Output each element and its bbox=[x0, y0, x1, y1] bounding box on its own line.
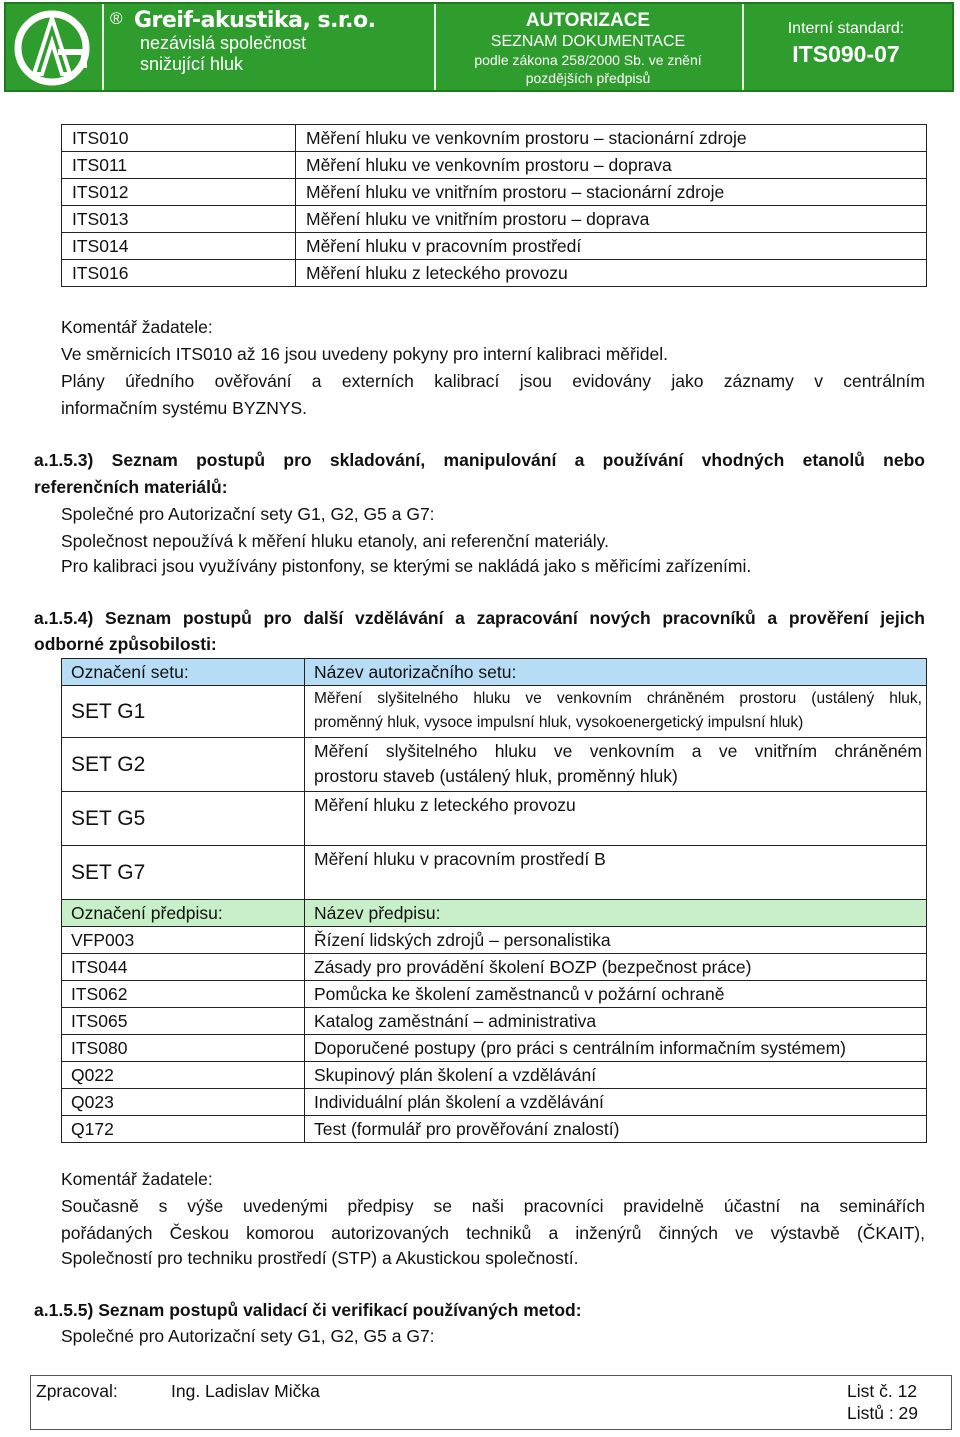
regulation-name-cell: Skupinový plán školení a vzdělávání bbox=[305, 1062, 927, 1089]
set-description-cell bbox=[305, 792, 927, 846]
auth-subtitle: SEZNAM DOKUMENTACE bbox=[490, 33, 686, 50]
document-footer bbox=[30, 1375, 952, 1430]
comment-text: informačním systému BYZNYS. bbox=[61, 398, 308, 418]
table-row bbox=[62, 981, 927, 1008]
table-row bbox=[62, 1035, 927, 1062]
table-row bbox=[62, 152, 927, 179]
regulation-name-cell: Individuální plán školení a vzdělávání bbox=[305, 1089, 927, 1116]
set-description-line: proměnný hluk, vysoce impulsní hluk, vysokoenergetický impulsní hluk) bbox=[314, 714, 804, 731]
its-name-cell: Měření hluku v pracovním prostředí bbox=[296, 233, 927, 260]
column-header: Označení setu: bbox=[62, 659, 305, 686]
registered-mark: ® bbox=[110, 9, 123, 28]
its-table bbox=[61, 124, 927, 287]
its-code-cell: ITS012 bbox=[62, 179, 296, 206]
table-row bbox=[62, 927, 927, 954]
table-row bbox=[62, 233, 927, 260]
regulation-code-cell: Q172 bbox=[62, 1116, 305, 1143]
regulation-code-cell: VFP003 bbox=[62, 927, 305, 954]
set-description-line: Měření slyšitelného hluku ve venkovním chráněném prostoru (ustálený hluk, bbox=[314, 690, 922, 707]
column-header: Označení předpisu: bbox=[62, 900, 305, 927]
section-heading: referenčních materiálů: bbox=[34, 477, 228, 497]
table-row bbox=[62, 1089, 927, 1116]
column-header: Název předpisu: bbox=[305, 900, 927, 927]
comment-text: pořádaných Českou komorou autorizovaných techniků a inženýrů činných ve výstavbě (ČKAIT), bbox=[61, 1223, 925, 1243]
set-name-cell: SET G7 bbox=[62, 846, 305, 900]
set-description-line: Měření hluku v pracovním prostředí B bbox=[314, 849, 606, 869]
set-description-cell bbox=[305, 846, 927, 900]
regulation-code-cell: Q023 bbox=[62, 1089, 305, 1116]
header-divider bbox=[434, 4, 436, 90]
table-row bbox=[62, 179, 927, 206]
auth-law-line-2: pozdějších předpisů bbox=[525, 70, 651, 86]
its-code-cell: ITS010 bbox=[62, 125, 296, 152]
its-name-cell: Měření hluku ve venkovním prostoru – stacionární zdroje bbox=[296, 125, 927, 152]
prepared-by: Ing. Ladislav Mička bbox=[171, 1381, 320, 1401]
regulation-code-cell: ITS065 bbox=[62, 1008, 305, 1035]
company-name: Greif-akustika, s.r.o. bbox=[134, 8, 376, 33]
section-heading: odborné způsobilosti: bbox=[34, 634, 217, 654]
section-text: Pro kalibraci jsou využívány pistonfony, se kterými se nakládá jako s měřicími zařízeními. bbox=[61, 556, 752, 576]
regulation-code-cell: Q022 bbox=[62, 1062, 305, 1089]
sets-header-row bbox=[62, 659, 927, 686]
comment-text: Současně s výše uvedenými předpisy se naši pracovníci pravidelně účastní na seminářích bbox=[61, 1196, 925, 1216]
set-row bbox=[62, 738, 927, 792]
prepared-label: Zpracoval: bbox=[36, 1381, 118, 1401]
regulation-name-cell: Katalog zaměstnání – administrativa bbox=[305, 1008, 927, 1035]
logo-ag-icon bbox=[12, 8, 96, 88]
its-name-cell: Měření hluku ve venkovním prostoru – doprava bbox=[296, 152, 927, 179]
sheet-number: List č. 12 bbox=[847, 1381, 918, 1401]
auth-law-line: podle zákona 258/2000 Sb. ve znění bbox=[474, 52, 702, 68]
standard-label: Interní standard: bbox=[787, 20, 905, 37]
set-name-cell: SET G1 bbox=[62, 686, 305, 738]
comment-text: Společností pro techniku prostředí (STP) a Akustickou společností. bbox=[61, 1248, 579, 1268]
set-row bbox=[62, 686, 927, 738]
its-name-cell: Měření hluku ve vnitřním prostoru – doprava bbox=[296, 206, 927, 233]
section-heading: a.1.5.5) Seznam postupů validací či verifikací používaných metod: bbox=[34, 1300, 582, 1320]
header-divider bbox=[742, 4, 744, 90]
table-row bbox=[62, 1062, 927, 1089]
auth-title: AUTORIZACE bbox=[525, 10, 651, 31]
its-name-cell: Měření hluku ve vnitřním prostoru – stacionární zdroje bbox=[296, 179, 927, 206]
its-code-cell: ITS016 bbox=[62, 260, 296, 287]
table-row bbox=[62, 1116, 927, 1143]
section-text: Společné pro Autorizační sety G1, G2, G5 a G7: bbox=[61, 504, 435, 524]
sheet-total: Listů : 29 bbox=[847, 1403, 919, 1423]
set-row bbox=[62, 846, 927, 900]
comment-text: Plány úředního ověřování a externích kalibrací jsou evidovány jako záznamy v centrálním bbox=[61, 371, 925, 391]
company-tagline-2: snižující hluk bbox=[140, 54, 244, 74]
regulation-name-cell: Test (formulář pro prověřování znalostí) bbox=[305, 1116, 927, 1143]
set-description-line: prostoru staveb (ustálený hluk, proměnný hluk) bbox=[314, 766, 678, 786]
regulation-name-cell: Doporučené postupy (pro práci s centrálním informačním systémem) bbox=[305, 1035, 927, 1062]
section-text: Společnost nepoužívá k měření hluku etanoly, ani referenční materiály. bbox=[61, 531, 609, 551]
authorization-block bbox=[438, 10, 738, 87]
company-block bbox=[110, 10, 375, 75]
set-name-cell: SET G2 bbox=[62, 738, 305, 792]
set-name-cell: SET G5 bbox=[62, 792, 305, 846]
section-heading: a.1.5.3) Seznam postupů pro skladování, manipulování a používání vhodných etanolů nebo bbox=[34, 450, 925, 470]
its-code-cell: ITS013 bbox=[62, 206, 296, 233]
sets-table bbox=[61, 658, 927, 1143]
set-description-line: Měření hluku z leteckého provozu bbox=[314, 795, 576, 815]
set-description-cell bbox=[305, 738, 927, 792]
company-logo bbox=[6, 4, 104, 90]
regulation-code-cell: ITS080 bbox=[62, 1035, 305, 1062]
company-tagline-1: nezávislá společnost bbox=[140, 33, 307, 53]
table-row bbox=[62, 954, 927, 981]
its-code-cell: ITS014 bbox=[62, 233, 296, 260]
comment-text: Ve směrnicích ITS010 až 16 jsou uvedeny pokyny pro interní kalibraci měřidel. bbox=[61, 344, 668, 364]
column-header: Název autorizačního setu: bbox=[305, 659, 927, 686]
comment-label: Komentář žadatele: bbox=[61, 1169, 213, 1189]
set-description-line: Měření slyšitelného hluku ve venkovním a ve vnitřním chráněném bbox=[314, 741, 922, 761]
its-code-cell: ITS011 bbox=[62, 152, 296, 179]
standard-code: ITS090-07 bbox=[792, 41, 900, 67]
table-row bbox=[62, 125, 927, 152]
standard-block bbox=[746, 18, 946, 68]
set-description-cell bbox=[305, 686, 927, 738]
document-header bbox=[4, 2, 954, 92]
regulation-code-cell: ITS062 bbox=[62, 981, 305, 1008]
table-row bbox=[62, 1008, 927, 1035]
set-row bbox=[62, 792, 927, 846]
section-text: Společné pro Autorizační sety G1, G2, G5 a G7: bbox=[61, 1326, 435, 1346]
comment-label: Komentář žadatele: bbox=[61, 317, 213, 337]
regulation-name-cell: Řízení lidských zdrojů – personalistika bbox=[305, 927, 927, 954]
regulation-name-cell: Zásady pro provádění školení BOZP (bezpečnost práce) bbox=[305, 954, 927, 981]
its-name-cell: Měření hluku z leteckého provozu bbox=[296, 260, 927, 287]
table-row bbox=[62, 206, 927, 233]
regulation-name-cell: Pomůcka ke školení zaměstnanců v požární ochraně bbox=[305, 981, 927, 1008]
regulation-code-cell: ITS044 bbox=[62, 954, 305, 981]
regulations-header-row bbox=[62, 900, 927, 927]
section-heading: a.1.5.4) Seznam postupů pro další vzdělávání a zapracování nových pracovníků a prověření jejich bbox=[34, 608, 925, 628]
table-row bbox=[62, 260, 927, 287]
